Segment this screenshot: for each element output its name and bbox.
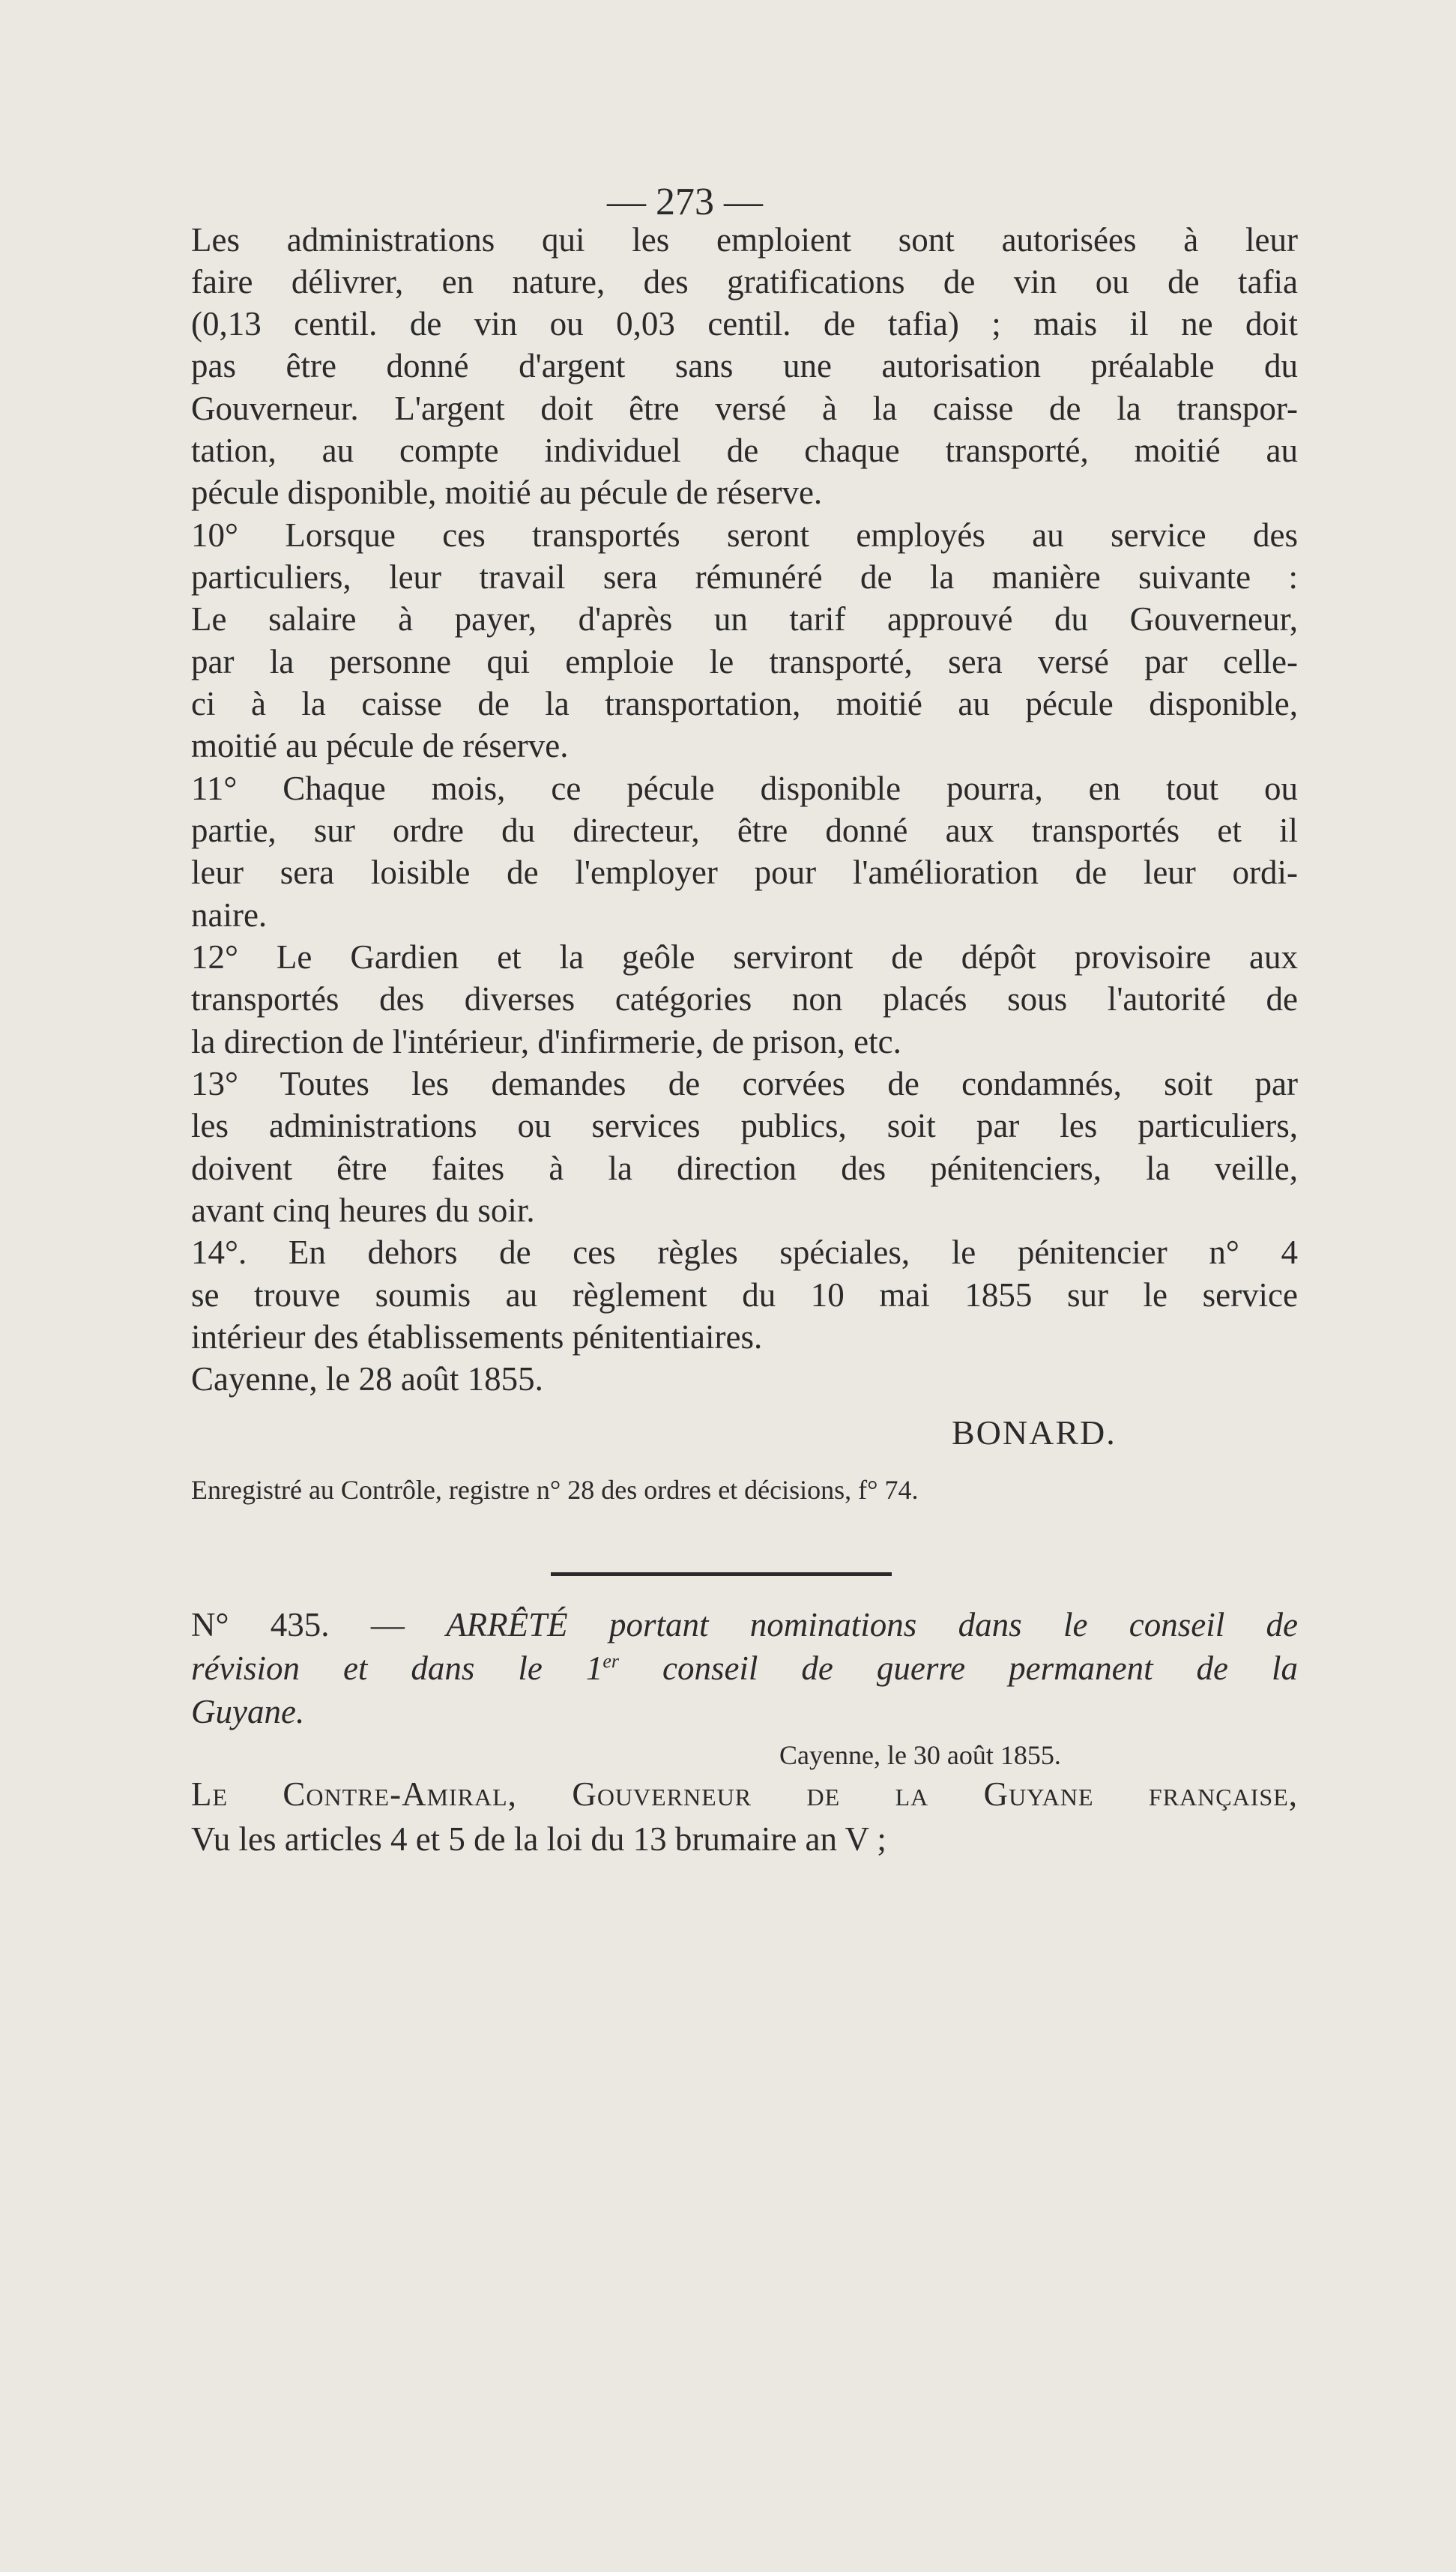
text-line: faire délivrer, en nature, des gratifications de vin ou de tafia — [191, 263, 1298, 301]
text-line: transportés des diverses catégories non placés sous l'autorité de — [191, 980, 1298, 1018]
text-line: particuliers, leur travail sera rémunéré de la manière suivante : — [191, 558, 1298, 596]
arrete-number: N° 435. — — [191, 1606, 405, 1643]
arrete-date: Cayenne, le 30 août 1855. — [779, 1740, 1061, 1770]
section-divider — [551, 1572, 892, 1576]
arrete-title-line — [191, 1604, 1298, 1646]
text-line: Les administrations qui les emploient sont autorisées à leur — [191, 221, 1298, 259]
text-line: tation, au compte individuel de chaque transporté, moitié au — [191, 432, 1298, 469]
text-line: 11° Chaque mois, ce pécule disponible pourra, en tout ou — [191, 770, 1298, 807]
text-line: pécule disponible, moitié au pécule de réserve. — [191, 474, 823, 511]
text-line: la direction de l'intérieur, d'infirmerie, de prison, etc. — [191, 1023, 901, 1060]
text-line: 14°. En dehors de ces règles spéciales, le pénitencier n° 4 — [191, 1234, 1298, 1271]
text-line: pas être donné d'argent sans une autorisation préalable du — [191, 347, 1298, 384]
text-line: Le salaire à payer, d'après un tarif approuvé du Gouverneur, — [191, 600, 1298, 638]
text-line: moitié au pécule de réserve. — [191, 727, 569, 764]
arrete-preamble: Vu les articles 4 et 5 de la loi du 13 brumaire an V ; — [191, 1820, 886, 1858]
text-line: par la personne qui emploie le transporté, sera versé par celle- — [191, 643, 1298, 680]
text-line: partie, sur ordre du directeur, être donné aux transportés et il — [191, 812, 1298, 849]
text-line: doivent être faites à la direction des pénitenciers, la veille, — [191, 1150, 1298, 1187]
text-line: Gouverneur. L'argent doit être versé à la caisse de la transpor- — [191, 390, 1298, 427]
page-number: — 273 — — [607, 181, 763, 223]
text-line: Cayenne, le 28 août 1855. — [191, 1360, 543, 1398]
text-line: leur sera loisible de l'employer pour l'amélioration de leur ordi- — [191, 854, 1298, 891]
text-line: (0,13 centil. de vin ou 0,03 centil. de tafia) ; mais il ne doit — [191, 305, 1298, 342]
text-line: ci à la caisse de la transportation, moitié au pécule disponible, — [191, 685, 1298, 722]
text-line: se trouve soumis au règlement du 10 mai 1855 sur le service — [191, 1276, 1298, 1314]
arrete-title: ARRÊTÉ portant nominations dans le conseil de — [446, 1606, 1298, 1643]
text-line: 10° Lorsque ces transportés seront employés au service des — [191, 516, 1298, 554]
text-line: 12° Le Gardien et la geôle serviront de dépôt provisoire aux — [191, 938, 1298, 976]
registration-note: Enregistré au Contrôle, registre n° 28 des ordres et décisions, f° 74. — [191, 1475, 919, 1505]
arrete-preamble: Le Contre-Amiral, Gouverneur de la Guyane française, — [191, 1775, 1298, 1813]
text-line: naire. — [191, 896, 268, 934]
arrete-title-line: révision et dans le 1er conseil de guerre permanent de la — [191, 1649, 1298, 1687]
text-line: les administrations ou services publics, soit par les particuliers, — [191, 1107, 1298, 1144]
signature: BONARD. — [952, 1413, 1117, 1452]
text-line: intérieur des établissements pénitentiaires. — [191, 1318, 763, 1356]
text-line: avant cinq heures du soir. — [191, 1192, 535, 1229]
text-line: 13° Toutes les demandes de corvées de condamnés, soit par — [191, 1065, 1298, 1102]
arrete-title-line: Guyane. — [191, 1693, 305, 1730]
